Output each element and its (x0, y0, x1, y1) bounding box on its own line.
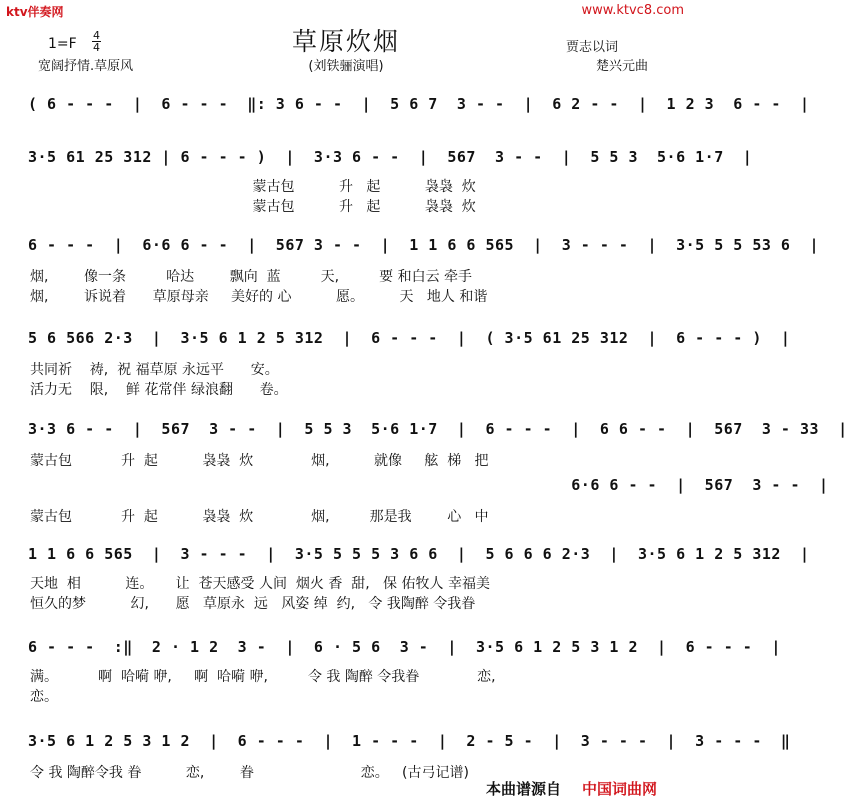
notation-line: 3·3 6 - - | 567 3 - - | 5 5 3 5·6 1·7 | 6 - - - | 6 6 - - | 567 3 - 33 | (28, 420, 848, 438)
time-signature-bottom: 4 (93, 41, 100, 54)
lyric-line: 蒙古包 升 起 袅袅 炊 烟, 那是我 心 中 (30, 509, 489, 525)
song-title: 草原炊烟 (291, 27, 400, 56)
notation-line: 3·5 6 1 2 5 3 1 2 | 6 - - - | 1 - - - | 2 - 5 - | 3 - - - | 3 - - - ‖ (28, 732, 791, 750)
notation-line: 6 - - - | 6·6 6 - - | 567 3 - - | 1 1 6 6 565 | 3 - - - | 3·5 5 5 53 6 | (28, 236, 820, 254)
credit-label: 本曲谱源自 (486, 780, 562, 798)
notation-line: 3·5 61 25 312 | 6 - - - ) | 3·3 6 - - | 567 3 - - | 5 5 3 5·6 1·7 | (28, 148, 753, 166)
time-signature-top: 4 (93, 29, 100, 42)
lyric-line: 烟, 像一条 哈达 飘向 蓝 天, 要 和白云 牵手 (30, 269, 473, 285)
lyric-line: 烟, 诉说着 草原母亲 美好的 心 愿。 天 地人 和谐 (30, 289, 488, 305)
lyric-line: 活力无 限, 鲜 花常伴 绿浪翻 卷。 (30, 382, 288, 398)
lyric-line: 满。 啊 哈嗬 咿, 啊 哈嗬 咿, 令 我 陶醉 令我眷 恋, (30, 669, 496, 685)
credit-site: 中国词曲网 (582, 780, 658, 798)
lyric-line: 共同祈 祷, 祝 福草原 永远平 安。 (30, 362, 279, 378)
lyric-line: 蒙古包 升 起 袅袅 炊 烟, 就像 舷 梯 把 (30, 453, 489, 469)
lyric-line: 蒙古包 升 起 袅袅 炊 (30, 179, 476, 195)
lyric-line: 恒久的梦 幻, 愿 草原永 远 风姿 绰 约, 令 我陶醉 令我眷 (30, 596, 476, 612)
style-note: 宽阔抒情.草原风 (38, 59, 134, 74)
watermark-site-right: www.ktvc8.com (581, 3, 684, 18)
lyric-line: 恋。 (30, 689, 58, 705)
notation-line: ( 6 - - - | 6 - - - ‖: 3 6 - - | 5 6 7 3 - - | 6 2 - - | 1 2 3 6 - - | (28, 95, 810, 113)
notation-line: 5 6 566 2·3 | 3·5 6 1 2 5 312 | 6 - - - | ( 3·5 61 25 312 | 6 - - - ) | (28, 329, 791, 347)
singer-credit: (刘铁骊演唱) (308, 59, 384, 74)
notation-line: 6·6 6 - - | 567 3 - - | (28, 476, 829, 494)
composer-credit: 楚兴元曲 (596, 59, 649, 74)
notation-line: 1 1 6 6 565 | 3 - - - | 3·5 5 5 5 3 6 6 | 5 6 6 6 2·3 | 3·5 6 1 2 5 312 | (28, 545, 810, 563)
lyric-line: 令 我 陶醉令我 眷 恋, 眷 恋。 (古弓记谱) (30, 765, 469, 781)
time-signature (92, 30, 101, 53)
lyric-line: 蒙古包 升 起 袅袅 炊 (30, 199, 476, 215)
key-signature: 1=F (48, 36, 77, 52)
lyricist-credit: 贾志以词 (566, 40, 619, 55)
watermark-site-left: ktv伴奏网 (6, 5, 64, 19)
lyric-line: 天地 相 连。 让 苍天感受 人间 烟火 香 甜, 保 佑牧人 幸福美 (30, 576, 490, 592)
notation-line: 6 - - - :‖ 2 · 1 2 3 - | 6 · 5 6 3 - | 3·5 6 1 2 5 3 1 2 | 6 - - - | (28, 638, 781, 656)
